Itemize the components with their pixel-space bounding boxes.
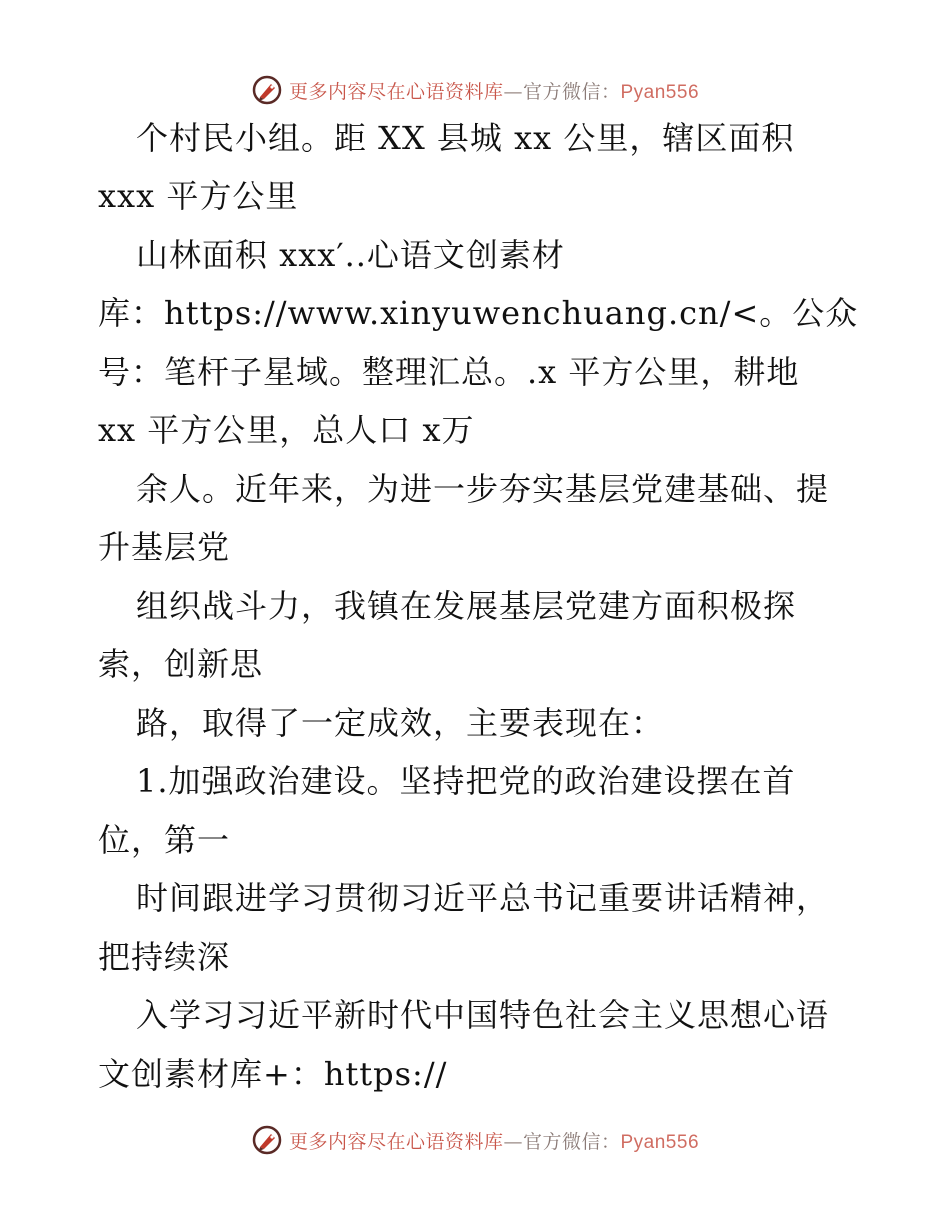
body-line: 组织战斗力，我镇在发展基层党建方面积极探	[136, 587, 797, 625]
body-line: xx 平方公里，总人口 x万	[98, 411, 475, 449]
body-line: 时间跟进学习贯彻习近平总书记重要讲话精神，	[136, 879, 830, 917]
pen-nib-logo-icon	[251, 74, 283, 106]
body-line: 1.加强政治建设。坚持把党的政治建设摆在首	[136, 762, 796, 800]
watermark-account: Pyan556	[620, 81, 700, 103]
body-line: 山林面积 xxx′..心语文创素材	[136, 236, 565, 274]
body-line: 库：https://www.xinyuwenchuang.cn/<。公众	[98, 294, 859, 332]
watermark-text	[289, 77, 699, 104]
body-line: 升基层党	[98, 528, 231, 566]
watermark-official: 官方微信：	[522, 80, 621, 103]
body-line: 位，第一	[98, 821, 231, 859]
watermark-official: 官方微信：	[522, 1130, 621, 1153]
body-line: 文创素材库+：https://	[98, 1055, 448, 1093]
body-line: 索，创新思	[98, 645, 264, 683]
body-line: 入学习习近平新时代中国特色社会主义思想心语	[136, 996, 830, 1034]
body-line: 号：笔杆子星域。整理汇总。.x 平方公里，耕地	[98, 353, 800, 391]
watermark-separator: —	[503, 1130, 523, 1153]
watermark-account: Pyan556	[620, 1131, 700, 1153]
watermark-main: 更多内容尽在心语资料库	[288, 80, 504, 103]
body-line: 路，取得了一定成效，主要表现在：	[136, 704, 665, 742]
body-line: 把持续深	[98, 938, 231, 976]
watermark-main: 更多内容尽在心语资料库	[288, 1130, 504, 1153]
footer-watermark-banner	[0, 1120, 950, 1160]
watermark-text	[289, 1127, 699, 1154]
body-line: 个村民小组。距 XX 县城 xx 公里，辖区面积	[136, 119, 795, 157]
header-watermark-banner	[0, 70, 950, 110]
body-line: 余人。近年来，为进一步夯实基层党建基础、提	[136, 470, 830, 508]
pen-nib-logo-icon	[251, 1124, 283, 1156]
watermark-separator: —	[503, 80, 523, 103]
body-line: xxx 平方公里	[98, 177, 299, 215]
